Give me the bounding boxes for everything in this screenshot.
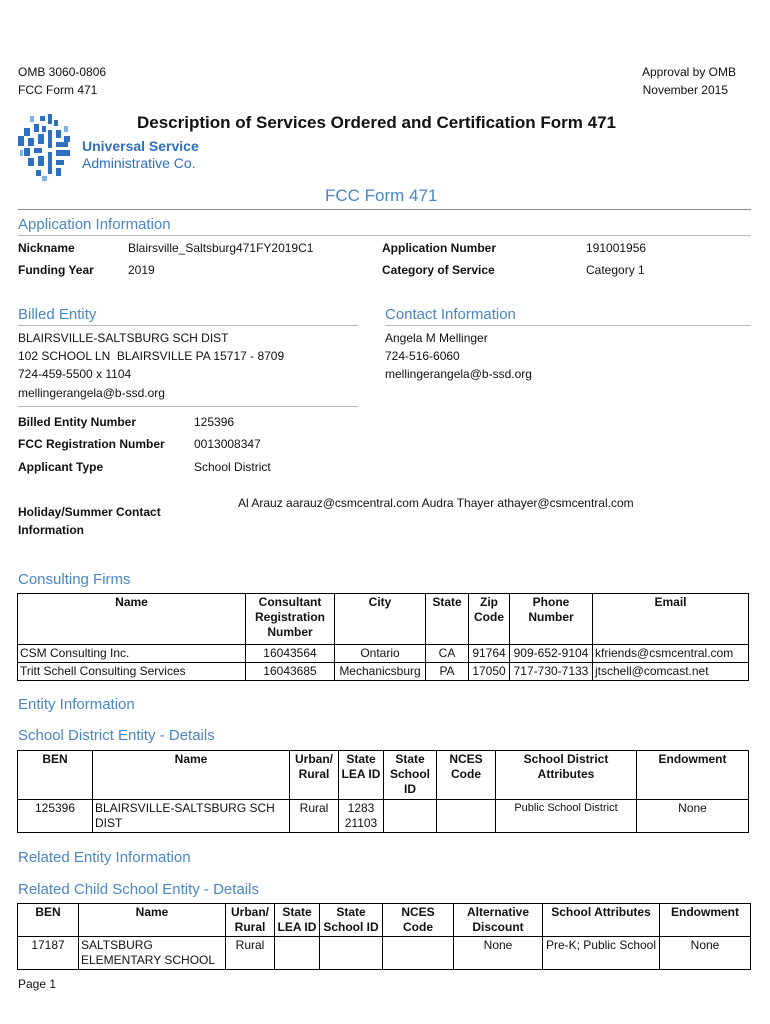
col-state-school-id: State School ID [384, 751, 437, 800]
school-district-table [17, 750, 749, 833]
section-entity-information: Entity Information [18, 696, 135, 713]
col-school-attributes: School Attributes [543, 904, 660, 937]
cell-state-lea-id [275, 937, 320, 970]
contact-email: mellingerangela@b-ssd.org [385, 367, 532, 381]
cell-urban-rural: Rural [290, 800, 339, 833]
application-divider [18, 235, 751, 236]
col-district-attributes: School District Attributes [496, 751, 637, 800]
cell-city: Mechanicsburg [335, 663, 426, 681]
billed-entity-email: mellingerangela@b-ssd.org [18, 386, 165, 400]
col-urban-rural: Urban/ Rural [226, 904, 275, 937]
consulting-firms-table [17, 593, 749, 681]
cell-name: SALTSBURG ELEMENTARY SCHOOL [79, 937, 226, 970]
cell-urban-rural: Rural [226, 937, 275, 970]
col-name: Name [93, 751, 290, 800]
col-endowment: Endowment [637, 751, 749, 800]
cell-ben: 125396 [18, 800, 93, 833]
col-city: City [335, 594, 426, 645]
cell-ben: 17187 [18, 937, 79, 970]
cell-school-attributes: Pre-K; Public School [543, 937, 660, 970]
section-consulting-firms: Consulting Firms [18, 571, 131, 588]
child-school-table [17, 903, 751, 970]
table-header-row [18, 751, 749, 800]
header-divider [18, 209, 751, 210]
col-phone: Phone Number [510, 594, 593, 645]
cell-phone: 717-730-7133 [510, 663, 593, 681]
application-number-value: 191001956 [586, 241, 647, 255]
cell-phone: 909-652-9104 [510, 645, 593, 663]
approval-date: November 2015 [642, 83, 728, 97]
col-state-school-id: State School ID [320, 904, 383, 937]
cell-alternative-discount: None [454, 937, 543, 970]
holiday-contact-label-1: Holiday/Summer Contact [18, 505, 161, 519]
form-title: FCC Form 471 [325, 186, 438, 205]
cell-name: Tritt Schell Consulting Services [18, 663, 246, 681]
cell-endowment: None [637, 800, 749, 833]
col-state: State [426, 594, 469, 645]
contact-phone: 724-516-6060 [385, 349, 460, 363]
section-school-district-details: School District Entity - Details [18, 727, 215, 744]
section-related-child-details: Related Child School Entity - Details [18, 881, 259, 898]
fcc-registration-value: 0013008347 [194, 437, 261, 451]
table-row [18, 645, 749, 663]
omb-number: OMB 3060-0806 [18, 65, 107, 79]
form-number: FCC Form 471 [18, 83, 98, 97]
col-consultant-registration: Consultant Registration Number [246, 594, 335, 645]
fcc-registration-label: FCC Registration Number [18, 437, 165, 451]
col-ben: BEN [18, 751, 93, 800]
table-header-row [18, 904, 751, 937]
col-state-lea-id: State LEA ID [275, 904, 320, 937]
cell-nces-code [437, 800, 496, 833]
ben-label: Billed Entity Number [18, 415, 137, 429]
col-ben: BEN [18, 904, 79, 937]
col-email: Email [593, 594, 749, 645]
cell-email: jtschell@comcast.net [593, 663, 749, 681]
contact-divider [385, 325, 751, 326]
col-name: Name [79, 904, 226, 937]
category-label: Category of Service [382, 263, 495, 277]
nickname-value: Blairsville_Saltsburg471FY2019C1 [128, 241, 314, 255]
cell-city: Ontario [335, 645, 426, 663]
cell-zip: 91764 [469, 645, 510, 663]
cell-registration: 16043685 [246, 663, 335, 681]
table-row [18, 663, 749, 681]
cell-endowment: None [660, 937, 751, 970]
col-nces-code: NCES Code [383, 904, 454, 937]
funding-year-label: Funding Year [18, 263, 94, 277]
document-title: Description of Services Ordered and Certification Form 471 [137, 113, 616, 132]
table-header-row [18, 594, 749, 645]
cell-state-school-id [320, 937, 383, 970]
billed-entity-address: 102 SCHOOL LN BLAIRSVILLE PA 15717 - 8709 [18, 349, 285, 363]
section-billed-entity: Billed Entity [18, 306, 97, 323]
logo-line-1: Universal Service [82, 138, 199, 154]
cell-district-attributes: Public School District [496, 800, 637, 833]
usac-logo-icon [16, 114, 78, 184]
billed-entity-phone: 724-459-5500 x 1104 [18, 367, 132, 381]
cell-state: CA [426, 645, 469, 663]
category-value: Category 1 [586, 263, 645, 277]
col-nces-code: NCES Code [437, 751, 496, 800]
cell-name: BLAIRSVILLE-SALTSBURG SCH DIST [93, 800, 290, 833]
billed-info-divider [18, 406, 358, 407]
col-urban-rural: Urban/ Rural [290, 751, 339, 800]
ben-value: 125396 [194, 415, 235, 429]
holiday-contact-value: Al Arauz aarauz@csmcentral.com Audra Thayer athayer@csmcentral.com [238, 496, 634, 510]
billed-entity-name: BLAIRSVILLE-SALTSBURG SCH DIST [18, 331, 229, 345]
section-contact-information: Contact Information [385, 306, 516, 323]
cell-registration: 16043564 [246, 645, 335, 663]
logo-line-2: Administrative Co. [82, 155, 196, 171]
cell-name: CSM Consulting Inc. [18, 645, 246, 663]
col-alternative-discount: Alternative Discount [454, 904, 543, 937]
holiday-contact-label-2: Information [18, 523, 84, 537]
page-number: Page 1 [18, 977, 57, 991]
cell-state-lea-id: 1283 21103 [339, 800, 384, 833]
cell-state-school-id [384, 800, 437, 833]
cell-state: PA [426, 663, 469, 681]
applicant-type-value: School District [194, 460, 271, 474]
table-row [18, 800, 749, 833]
funding-year-value: 2019 [128, 263, 155, 277]
application-number-label: Application Number [382, 241, 497, 255]
billed-entity-divider [18, 325, 358, 326]
table-row [18, 937, 751, 970]
col-name: Name [18, 594, 246, 645]
applicant-type-label: Applicant Type [18, 460, 104, 474]
cell-zip: 17050 [469, 663, 510, 681]
cell-nces-code [383, 937, 454, 970]
section-related-entity: Related Entity Information [18, 849, 191, 866]
nickname-label: Nickname [18, 241, 75, 255]
cell-email: kfriends@csmcentral.com [593, 645, 749, 663]
section-application-information: Application Information [18, 216, 171, 233]
contact-name: Angela M Mellinger [385, 331, 488, 345]
col-zip: Zip Code [469, 594, 510, 645]
col-state-lea-id: State LEA ID [339, 751, 384, 800]
col-endowment: Endowment [660, 904, 751, 937]
omb-approval: Approval by OMB [641, 65, 736, 79]
